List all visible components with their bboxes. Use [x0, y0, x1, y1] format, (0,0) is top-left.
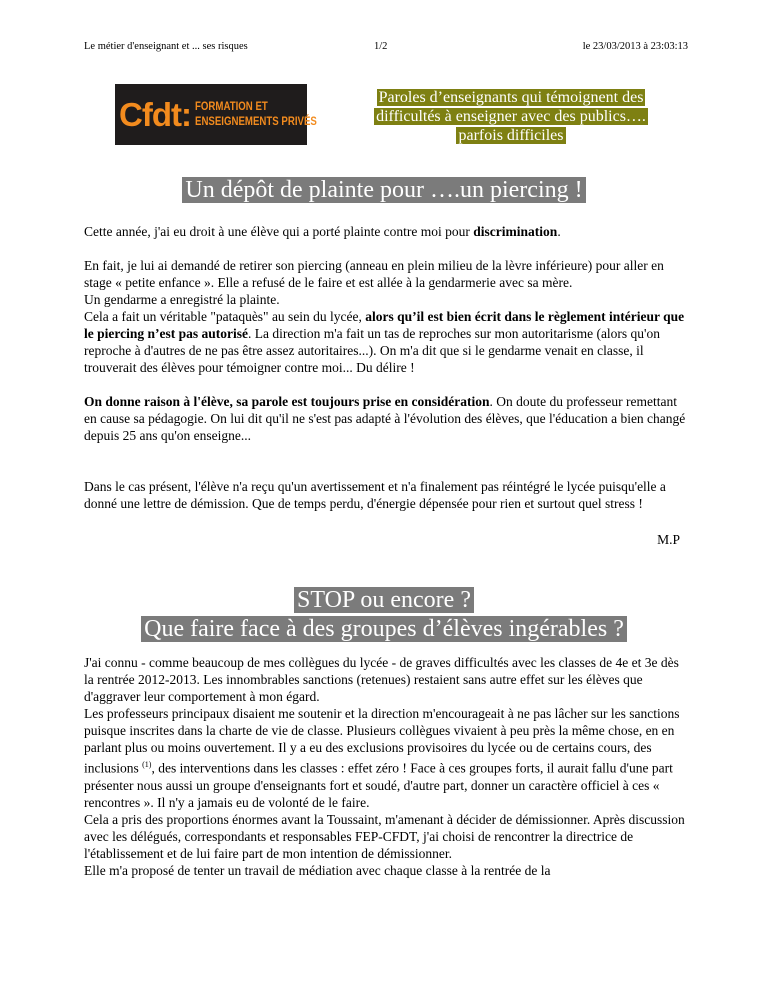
tagline-line-2: difficultés à enseigner avec des publics….	[376, 108, 646, 125]
header-date: le 23/03/2013 à 23:03:13	[582, 41, 688, 52]
section2-body: J'ai connu - comme beaucoup de mes collègues du lycée - de graves difficultés avec les classes de 4e et 3e dès la rentrée 2012-2013. Les innombrables sanctions (retenues) restaient sans autre effet sur les élèves que d'aggraver leur comportement à mon égard. Les professeurs principaux disaient me soutenir et la direction m'encourageait à ne pas lâcher sur les sanctions puisque inscrites dans la charte de vie de classe. Plusieurs collègues vivaient à peu près la même chose, en en parlant plus ou moins ouvertement. Il y a eu des exclusions provisoires du lycée ou de certains cours, des inclusions $^{(1)}$, des interventions dans les classes : effet zéro ! Face à ces groupes forts, il aurait fallu d'une part présenter nous aussi un groupe d'enseignants fort et soudé, d'autre part, donner un caractère officiel à ces « rencontres ». Il n'y a jamais eu de volonté de le faire. Cela a pris des proportions énormes avant la Toussaint, m'amenant à décider de démissionner. Après discussion avec les délégués, correspondants et responsables FEP-CFDT, j'ai choisi de rencontrer la directrice de l'établissement et de lui faire part de mon intention de démissionner. Elle m'a proposé de tenter un travail de médiation avec chaque classe à la rentrée de la	[84, 655, 685, 878]
section2-title-line-2: Que faire face à des groupes d’élèves ingérables ?	[141, 616, 627, 642]
section1-paragraph-3: On donne raison à l'élève, sa parole est toujours prise en considération. On doute du professeur remettant en cause sa pédagogie. On lui dit qu'il ne s'est pas adapté à l'évolution des élèves, que l'éducation a bien changé depuis 25 ans qu'on enseigne...	[84, 394, 686, 443]
logo-line-1: FORMATION ET	[194, 100, 268, 113]
section2-title-line-1: STOP ou encore ?	[294, 587, 474, 613]
section2-title	[0, 586, 768, 644]
section1-paragraph-1: Cette année, j'ai eu droit à une élève qui a porté plainte contre moi pour discrimination.	[84, 224, 561, 239]
logo-line-2: ENSEIGNEMENTS PRIVÉS	[194, 115, 317, 128]
tagline-line-3: parfois difficiles	[458, 127, 564, 144]
header-doc-title: Le métier d'enseignant et ... ses risques	[84, 41, 248, 52]
section1-title	[0, 176, 768, 205]
logo-text	[195, 100, 317, 130]
section1-title-text: Un dépôt de plainte pour ….un piercing !	[182, 177, 585, 203]
cfdt-logo	[115, 84, 317, 145]
section1-paragraph-2: En fait, je lui ai demandé de retirer son piercing (anneau en plein milieu de la lèvre inférieure) pour aller en stage « petite enfance ». Elle a refusé de le faire et est allée à la gendarmerie avec sa mère. Un gendarme a enregistré la plainte. Cela a fait un véritable "pataquès" au sein du lycée, alors qu’il est bien écrit dans le règlement intérieur que le piercing n’est pas autorisé. La direction m'a fait un tas de reproches sur mon autoritarisme (alors qu'on reproche à d'autres de ne pas être assez autoritaires...). On m'a dit que si le gendarme venait en classe, il trouverait des élèves pour témoigner contre moi... Du délire !	[84, 258, 685, 375]
tagline	[355, 88, 667, 145]
tagline-line-1: Paroles d’enseignants qui témoignent des	[378, 89, 644, 106]
header-page-number: 1/2	[374, 41, 388, 52]
logo-mark: Cfdt:	[119, 95, 191, 133]
signature: M.P	[657, 532, 680, 547]
section1-paragraph-4: Dans le cas présent, l'élève n'a reçu qu'un avertissement et n'a finalement pas réintégré le lycée puisqu'elle a donné une lettre de démission. Que de temps perdu, d'énergie dépensée pour rien et surtout quel stress !	[84, 479, 666, 511]
